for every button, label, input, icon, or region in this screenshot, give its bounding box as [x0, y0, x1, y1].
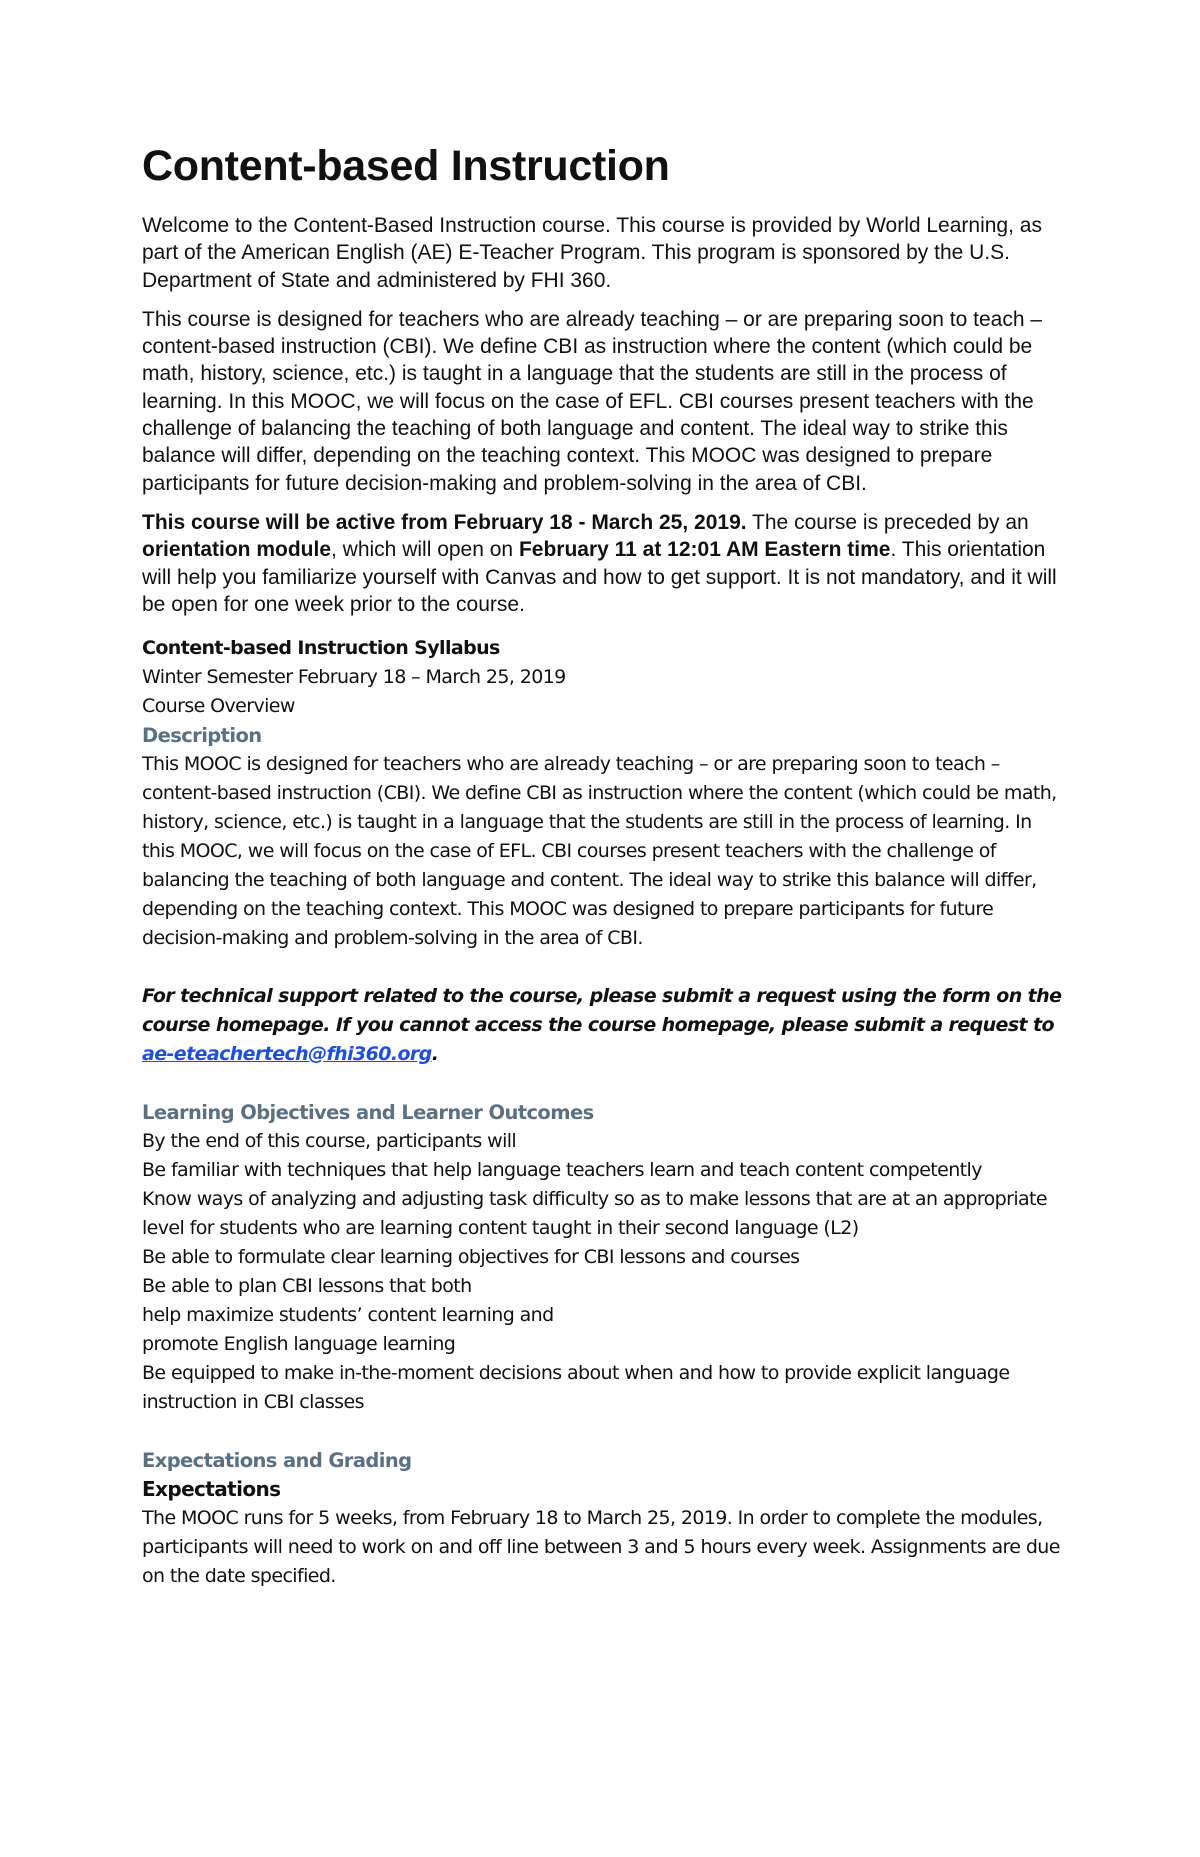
expectations-grading-heading: Expectations and Grading [142, 1449, 412, 1473]
objective-line: Be able to plan CBI lessons that both [142, 1275, 472, 1298]
objective-line: promote English language learning [142, 1333, 456, 1356]
technical-support-note [142, 982, 1062, 1069]
objective-line: Know ways of analyzing and adjusting task difficulty so as to make lessons that are at an appropriate level for students who are learning content taught in their second language (L2) [142, 1188, 1047, 1240]
course-design-paragraph: This course is designed for teachers who are already teaching – or are preparing soon to teach – content-based instruction (CBI). We define CBI as instruction where the content (which could be math, history, science, etc.) is taught in a language that the students are still in the process of learning. In this MOOC, we will focus on the case of EFL. CBI courses present teachers with the challenge of balancing the teaching of both language and content. The ideal way to strike this balance will differ, depending on the teaching context. This MOOC was designed to prepare participants for future decision-making and problem-solving in the area of CBI. [142, 307, 1043, 495]
expectations-subheading: Expectations [142, 1477, 281, 1502]
description-paragraph: This MOOC is designed for teachers who are already teaching – or are preparing soon to teach – content-based instruction (CBI). We define CBI as instruction where the content (which could be math, history, science, etc.) is taught in a language that the students are still in the process of learning. In this MOOC, we will focus on the case of EFL. CBI courses present teachers with the challenge of balancing the teaching of both language and content. The ideal way to strike this balance will differ, depending on the teaching context. This MOOC was designed to prepare participants for future decision-making and problem-solving in the area of CBI. [142, 753, 1057, 950]
syllabus-title: Content-based Instruction Syllabus [142, 637, 500, 660]
orientation-date: February 11 at 12:01 AM Eastern time [518, 538, 891, 562]
objective-line: Be equipped to make in-the-moment decisions about when and how to provide explicit language instruction in CBI classes [142, 1362, 1010, 1414]
support-text: For technical support related to the course, please submit a request using the form on the course homepage. If you cannot access the course homepage, please submit a request to [142, 985, 1062, 1037]
objective-line: By the end of this course, participants will [142, 1130, 517, 1153]
dates-text-2: , which will open on [331, 538, 519, 562]
support-email-link[interactable]: ae-eteachertech@fhi360.org [142, 1043, 432, 1066]
course-overview-label: Course Overview [142, 695, 295, 718]
support-end: . [431, 1043, 439, 1066]
spacer [142, 1417, 1062, 1446]
document-page [142, 140, 1062, 1591]
expectations-paragraph: The MOOC runs for 5 weeks, from February 18 to March 25, 2019. In order to complete the modules, participants will need to work on and off line between 3 and 5 hours every week. Assignments are due on the date specified. [142, 1507, 1060, 1588]
description-heading: Description [142, 724, 262, 748]
page-title: Content-based Instruction [142, 142, 670, 190]
spacer [142, 1069, 1062, 1098]
objective-line: help maximize students’ content learning and [142, 1304, 554, 1327]
objective-line: Be familiar with techniques that help language teachers learn and teach content competently [142, 1159, 982, 1182]
dates-text-1: The course is preceded by an [746, 510, 1029, 534]
course-dates-paragraph [142, 509, 1062, 618]
objective-line: Be able to formulate clear learning objectives for CBI lessons and courses [142, 1246, 800, 1269]
semester-line: Winter Semester February 18 – March 25, 2019 [142, 666, 566, 689]
dates-text-3: . This orientation will help you familiarize yourself with Canvas and how to get support. It is not mandatory, and it will be open for one week prior to the course. [142, 538, 1057, 616]
active-dates: This course will be active from February 18 - March 25, 2019. [142, 510, 747, 534]
orientation-module: orientation module [142, 538, 331, 562]
welcome-paragraph: Welcome to the Content-Based Instruction course. This course is provided by World Learning, as part of the American English (AE) E-Teacher Program. This program is sponsored by the U.S. Department of State and administered by FHI 360. [142, 214, 1042, 292]
objectives-heading: Learning Objectives and Learner Outcomes [142, 1101, 594, 1125]
